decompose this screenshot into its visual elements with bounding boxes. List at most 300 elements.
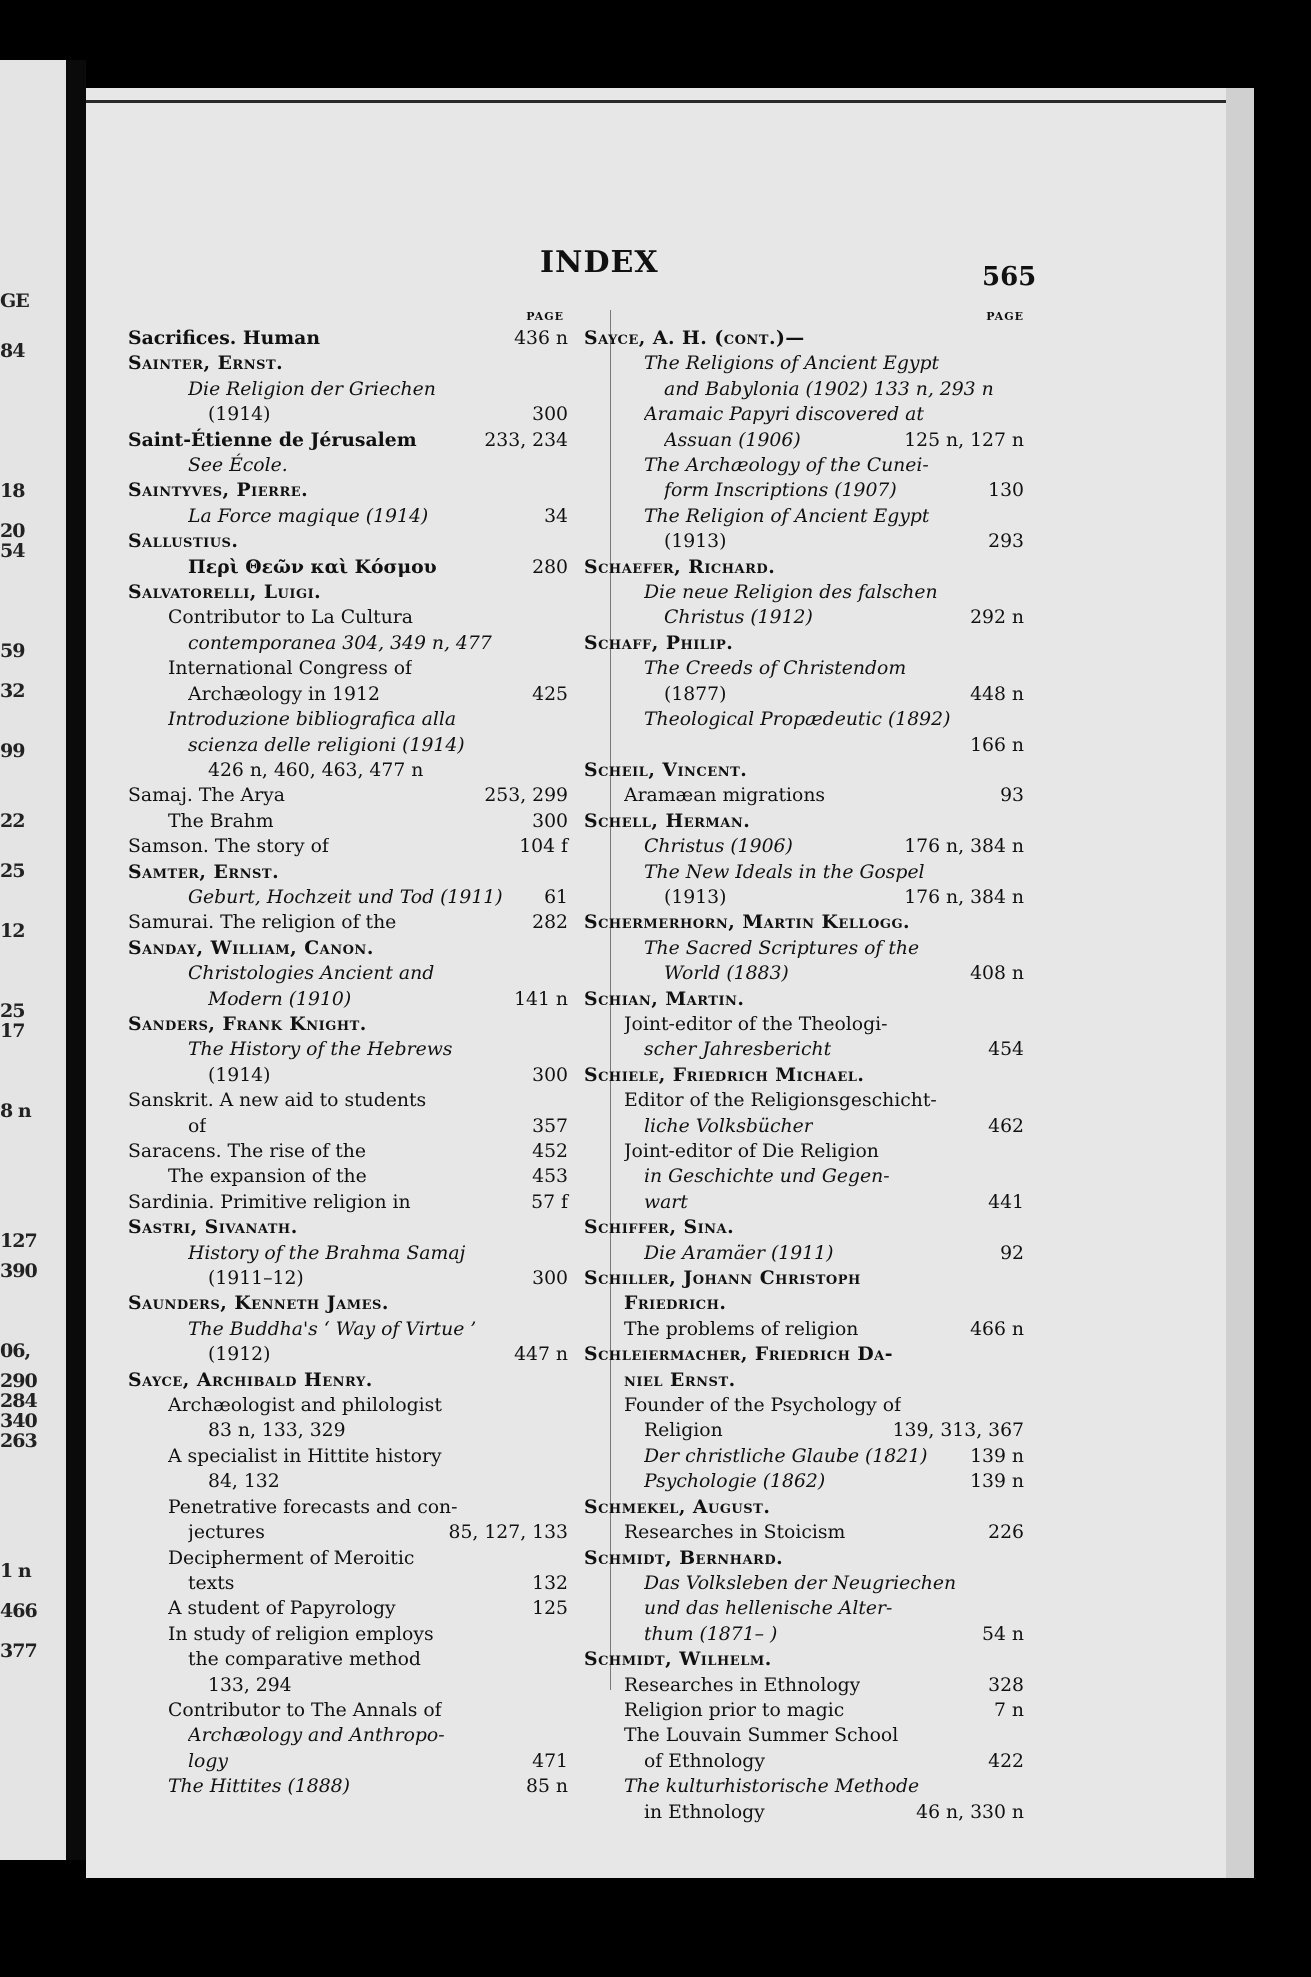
index-entry-page bbox=[1014, 1088, 1024, 1113]
index-entry-page bbox=[1014, 1723, 1024, 1748]
index-entry bbox=[128, 1444, 568, 1469]
index-entry-text: Archæology in 1912 bbox=[188, 683, 380, 705]
index-entry-page: 93 bbox=[1000, 785, 1024, 807]
index-entry-page: 34 bbox=[544, 505, 568, 527]
index-entry-text: Die Religion der Griechen bbox=[188, 378, 436, 400]
page-fragment-number: 18 bbox=[0, 480, 25, 502]
index-entry bbox=[128, 1241, 568, 1266]
index-entry-text: Saracens. The rise of the bbox=[128, 1141, 366, 1162]
index-entry-text: logy bbox=[188, 1750, 228, 1772]
index-entry bbox=[584, 656, 1024, 681]
index-entry bbox=[584, 1800, 1024, 1825]
index-entry-page: 54 n bbox=[982, 1623, 1024, 1645]
index-entry bbox=[128, 1723, 568, 1748]
page-fragment-number: 8 n bbox=[0, 1100, 31, 1122]
index-entry bbox=[584, 1418, 1024, 1443]
index-entry bbox=[128, 834, 568, 859]
index-entry-page: 292 n bbox=[970, 607, 1024, 629]
index-entry-page bbox=[558, 1088, 568, 1113]
index-entry-page bbox=[1014, 1342, 1024, 1367]
index-entry-text: 426 n, 460, 463, 477 n bbox=[208, 759, 424, 781]
index-entry bbox=[584, 1190, 1024, 1215]
index-entry-text: Sanskrit. A new aid to students bbox=[128, 1090, 427, 1112]
index-entry bbox=[584, 580, 1024, 605]
index-entry-text: in Ethnology bbox=[644, 1801, 765, 1823]
index-entry-text: Sastri, Sivanath. bbox=[128, 1216, 298, 1239]
index-entry bbox=[584, 1698, 1024, 1723]
index-entry bbox=[584, 1342, 1024, 1367]
index-entry-text: Researches in Ethnology bbox=[624, 1674, 861, 1696]
index-entry bbox=[584, 1164, 1024, 1189]
index-entry-page: 425 bbox=[532, 683, 568, 705]
index-entry-text: scher Jahresbericht bbox=[644, 1039, 832, 1061]
index-entry-text: Schmidt, Bernhard. bbox=[584, 1546, 784, 1569]
index-entry-page bbox=[1014, 1291, 1024, 1316]
index-entry bbox=[584, 377, 1024, 402]
index-entry bbox=[584, 1291, 1024, 1316]
index-title: INDEX bbox=[540, 245, 659, 280]
index-entry bbox=[584, 1571, 1024, 1596]
index-entry bbox=[128, 1673, 568, 1698]
index-entry bbox=[128, 758, 568, 783]
index-entry bbox=[128, 885, 568, 910]
index-entry-text: Decipherment of Meroitic bbox=[168, 1547, 415, 1569]
index-entry-page bbox=[1014, 809, 1024, 834]
index-entry-text: The History of the Hebrews bbox=[188, 1039, 453, 1061]
index-entry bbox=[128, 809, 568, 834]
index-entry-page: 300 bbox=[532, 1268, 568, 1290]
index-entry-text: Salvatorelli, Luigi. bbox=[128, 581, 322, 604]
index-entry-text: Sainter, Ernst. bbox=[128, 352, 284, 375]
index-entry-text: Aramæan migrations bbox=[624, 785, 826, 807]
index-entry bbox=[128, 1342, 568, 1367]
index-entry-text: wart bbox=[644, 1191, 688, 1213]
index-entry-text: Schell, Herman. bbox=[584, 809, 751, 832]
index-entry bbox=[584, 1088, 1024, 1113]
index-entry-text: History of the Brahma Samaj bbox=[188, 1242, 466, 1264]
index-entry bbox=[128, 631, 568, 656]
index-entry bbox=[128, 478, 568, 503]
index-entry bbox=[584, 707, 1024, 732]
index-entry bbox=[128, 1749, 568, 1774]
index-entry-text: und das hellenische Alter- bbox=[644, 1598, 893, 1620]
index-entry-page bbox=[558, 580, 568, 605]
index-entry bbox=[584, 1520, 1024, 1545]
index-entry bbox=[128, 428, 568, 453]
index-entry bbox=[584, 910, 1024, 935]
index-entry-text: Aramaic Papyri discovered at bbox=[644, 404, 924, 426]
index-entry bbox=[128, 860, 568, 885]
index-entry-text: Das Volksleben der Neugriechen bbox=[644, 1572, 957, 1594]
index-entry-text: Schaff, Philip. bbox=[584, 631, 734, 654]
page-fragment-number: 22 bbox=[0, 810, 25, 832]
index-entry-page: 280 bbox=[532, 556, 568, 578]
index-entry-page: 61 bbox=[544, 886, 568, 908]
index-entry-page: 166 n bbox=[970, 734, 1024, 756]
index-entry-text: Contributor to The Annals of bbox=[168, 1699, 442, 1721]
index-entry-text: (1914) bbox=[208, 1064, 271, 1086]
index-entry-page bbox=[1014, 326, 1024, 351]
index-entry-text: World (1883) bbox=[664, 963, 789, 985]
index-entry bbox=[128, 1469, 568, 1494]
index-entry bbox=[584, 504, 1024, 529]
page-fragment-number: 466 bbox=[0, 1600, 37, 1622]
index-entry-page bbox=[558, 1698, 568, 1723]
index-entry-page bbox=[1014, 1571, 1024, 1596]
index-entry-text: Christologies Ancient and bbox=[188, 963, 435, 985]
index-entry-page: 462 bbox=[988, 1115, 1024, 1137]
index-entry bbox=[128, 555, 568, 580]
index-entry-text: The Archæology of the Cunei- bbox=[644, 455, 929, 477]
index-entry bbox=[584, 1393, 1024, 1418]
page-fragment-number: 290 bbox=[0, 1370, 37, 1392]
index-entry-text: Sanders, Frank Knight. bbox=[128, 1012, 367, 1035]
index-entry-page bbox=[558, 1317, 568, 1342]
index-entry-page bbox=[1014, 707, 1024, 732]
index-entry-text: The New Ideals in the Gospel bbox=[644, 861, 925, 883]
index-entry-page bbox=[1014, 1393, 1024, 1418]
index-entry-text: International Congress of bbox=[168, 658, 412, 680]
index-entry-text: Penetrative forecasts and con- bbox=[168, 1496, 458, 1518]
index-entry bbox=[584, 1114, 1024, 1139]
book-spine bbox=[66, 60, 86, 1860]
page-fragment-number: 127 bbox=[0, 1230, 37, 1252]
index-entry-page bbox=[558, 961, 568, 986]
index-entry-text: of Ethnology bbox=[644, 1750, 765, 1772]
index-entry-page bbox=[558, 1495, 568, 1520]
index-entry-page: 85, 127, 133 bbox=[448, 1522, 568, 1544]
index-entry bbox=[128, 1520, 568, 1545]
index-entry-text: (1877) bbox=[664, 683, 727, 705]
index-entry bbox=[128, 1088, 568, 1113]
index-entry bbox=[128, 1418, 568, 1443]
index-entry bbox=[128, 961, 568, 986]
index-entry-text: Saintyves, Pierre. bbox=[128, 479, 309, 502]
index-entry-page bbox=[558, 656, 568, 681]
page-fragment-number: 06, bbox=[0, 1340, 31, 1362]
index-entry-page bbox=[1014, 1546, 1024, 1571]
index-entry-page: 466 n bbox=[970, 1318, 1024, 1340]
index-entry-text: The expansion of the bbox=[168, 1166, 367, 1188]
index-entry-text: (1911–12) bbox=[208, 1268, 304, 1290]
index-entry bbox=[584, 733, 1024, 758]
index-entry-text: Περὶ Θεῶν καὶ Κόσμου bbox=[188, 555, 437, 578]
index-entry-text: The Hittites (1888) bbox=[168, 1776, 350, 1798]
index-entry-page bbox=[1014, 1215, 1024, 1240]
index-entry-page: 125 bbox=[532, 1598, 568, 1620]
index-entry-text: Introduzione bibliografica alla bbox=[168, 709, 457, 731]
index-entry bbox=[584, 1723, 1024, 1748]
index-entry bbox=[128, 987, 568, 1012]
index-entry-text: contemporanea 304, 349 n, 477 bbox=[188, 632, 492, 654]
page-fragment-number: 390 bbox=[0, 1260, 37, 1282]
index-entry bbox=[584, 1546, 1024, 1571]
index-entry bbox=[584, 885, 1024, 910]
index-entry-text: Die Aramäer (1911) bbox=[644, 1242, 834, 1264]
page-number: 565 bbox=[982, 262, 1037, 292]
index-entry-page: 300 bbox=[532, 810, 568, 832]
index-entry-text: the comparative method bbox=[188, 1649, 421, 1671]
index-entry-text: Assuan (1906) bbox=[664, 429, 801, 451]
index-entry-text: Friedrich. bbox=[624, 1292, 727, 1315]
index-entry-page bbox=[1014, 1495, 1024, 1520]
index-entry bbox=[128, 326, 568, 351]
index-entry-page bbox=[1014, 936, 1024, 961]
index-entry-page bbox=[558, 1673, 568, 1698]
index-entry-page: 452 bbox=[532, 1141, 568, 1162]
index-entry-page bbox=[1014, 1596, 1024, 1621]
page-fragment-number: 17 bbox=[0, 1020, 25, 1042]
index-entry-page bbox=[558, 1444, 568, 1469]
index-entry-text: Saunders, Kenneth James. bbox=[128, 1292, 389, 1315]
index-entry-page: 408 n bbox=[970, 963, 1024, 985]
index-entry bbox=[584, 1317, 1024, 1342]
index-entry-text: The Religions of Ancient Egypt bbox=[644, 353, 940, 375]
index-entry bbox=[584, 1774, 1024, 1799]
index-entry bbox=[584, 1241, 1024, 1266]
index-entry-page bbox=[558, 758, 568, 783]
index-entry-page bbox=[558, 1291, 568, 1316]
page-fragment-number: 377 bbox=[0, 1640, 37, 1662]
index-entry-text: jectures bbox=[188, 1522, 265, 1544]
index-entry-text: Founder of the Psychology of bbox=[624, 1395, 902, 1417]
index-entry bbox=[584, 631, 1024, 656]
index-entry-page: 104 f bbox=[519, 836, 568, 858]
index-entry-text: of bbox=[188, 1115, 207, 1137]
index-entry-text: A student of Papyrology bbox=[168, 1598, 396, 1620]
index-entry-page bbox=[1014, 402, 1024, 427]
index-entry-page: 139, 313, 367 bbox=[892, 1420, 1024, 1442]
index-entry-page bbox=[1014, 453, 1024, 478]
index-entry bbox=[584, 758, 1024, 783]
index-entry-page bbox=[558, 605, 568, 630]
index-entry-text: Researches in Stoicism bbox=[624, 1522, 846, 1544]
index-entry-text: Schmidt, Wilhelm. bbox=[584, 1648, 772, 1671]
index-entry-text: niel Ernst. bbox=[624, 1368, 736, 1391]
index-entry bbox=[128, 733, 568, 758]
page-fragment-number: 340 bbox=[0, 1410, 37, 1432]
index-entry bbox=[584, 1368, 1024, 1393]
page-fragment-number: 263 bbox=[0, 1430, 37, 1452]
index-entry-page: 139 n bbox=[970, 1471, 1024, 1493]
index-entry-page bbox=[558, 1546, 568, 1571]
index-entry-page: 293 bbox=[988, 531, 1024, 553]
index-entry-page bbox=[558, 631, 568, 656]
index-entry-page bbox=[1014, 656, 1024, 681]
index-entry-page: 125 n, 127 n bbox=[904, 429, 1024, 451]
index-entry-page bbox=[1014, 758, 1024, 783]
index-entry-text: Sardinia. Primitive religion in bbox=[128, 1191, 411, 1213]
index-entry-page bbox=[1014, 987, 1024, 1012]
index-entry bbox=[128, 1037, 568, 1062]
index-entry-text: texts bbox=[188, 1572, 235, 1594]
index-entry-page: 357 bbox=[532, 1115, 568, 1137]
index-entry-page bbox=[558, 1012, 568, 1037]
index-entry bbox=[128, 1647, 568, 1672]
index-entry bbox=[584, 1139, 1024, 1164]
index-entry bbox=[584, 1215, 1024, 1240]
index-entry bbox=[584, 834, 1024, 859]
index-entry bbox=[584, 1596, 1024, 1621]
index-entry bbox=[128, 1622, 568, 1647]
index-entry bbox=[584, 428, 1024, 453]
index-entry bbox=[584, 1495, 1024, 1520]
index-entry-page: 448 n bbox=[970, 683, 1024, 705]
index-entry bbox=[128, 453, 568, 478]
index-entry bbox=[128, 377, 568, 402]
index-entry bbox=[584, 351, 1024, 376]
index-entry-text: Scheil, Vincent. bbox=[584, 758, 748, 781]
index-entry bbox=[128, 1063, 568, 1088]
page-column-label: PAGE bbox=[526, 310, 564, 323]
index-entry-text: The Louvain Summer School bbox=[624, 1725, 899, 1747]
index-entry bbox=[128, 783, 568, 808]
index-entry bbox=[128, 936, 568, 961]
index-entry-page bbox=[1014, 1139, 1024, 1164]
index-entry bbox=[128, 1164, 568, 1189]
index-entry-text: thum (1871– ) bbox=[644, 1623, 778, 1645]
index-entry-text: Schleiermacher, Friedrich Da- bbox=[584, 1343, 894, 1366]
index-entry-text: Psychologie (1862) bbox=[644, 1471, 826, 1493]
index-entry-text: Schermerhorn, Martin Kellogg. bbox=[584, 911, 911, 934]
index-entry bbox=[128, 1139, 568, 1164]
index-entry bbox=[128, 605, 568, 630]
index-column-right bbox=[584, 310, 1024, 1825]
page-fragment-number: 99 bbox=[0, 740, 25, 762]
adjacent-page-fragment bbox=[0, 60, 66, 1860]
index-entry-text: Modern (1910) bbox=[208, 988, 352, 1010]
index-entry-page: 253, 299 bbox=[484, 785, 568, 807]
index-entry-page bbox=[558, 1368, 568, 1393]
index-entry-text: Geburt, Hochzeit und Tod (1911) bbox=[188, 886, 503, 908]
index-entry bbox=[584, 936, 1024, 961]
index-entry-text: form Inscriptions (1907) bbox=[664, 480, 897, 502]
index-entry-text: Sanday, William, Canon. bbox=[128, 936, 374, 959]
page-fragment-number: 25 bbox=[0, 1000, 25, 1022]
index-entry-text: Schaefer, Richard. bbox=[584, 555, 776, 578]
index-entry bbox=[128, 402, 568, 427]
index-entry bbox=[128, 656, 568, 681]
index-entry-page bbox=[558, 377, 568, 402]
index-entry-page: 453 bbox=[532, 1166, 568, 1188]
index-entry-text: Sallustius. bbox=[128, 530, 239, 553]
index-entry-page bbox=[558, 1241, 568, 1266]
index-entry bbox=[584, 961, 1024, 986]
index-entry bbox=[128, 580, 568, 605]
index-entry bbox=[128, 1114, 568, 1139]
index-entry bbox=[128, 1012, 568, 1037]
page-right-edge bbox=[1226, 88, 1254, 1878]
index-entry-page: 422 bbox=[988, 1750, 1024, 1772]
index-entry-page bbox=[558, 1393, 568, 1418]
index-entry-page: 300 bbox=[532, 1064, 568, 1086]
page-top-edge bbox=[86, 100, 1226, 103]
page-fragment-number: GE bbox=[0, 290, 29, 312]
index-entry bbox=[128, 1546, 568, 1571]
index-entry bbox=[584, 1037, 1024, 1062]
index-entry-text: liche Volksbücher bbox=[644, 1115, 813, 1137]
index-entry bbox=[584, 682, 1024, 707]
index-entry-text: Schmekel, August. bbox=[584, 1495, 771, 1518]
index-entry-text: Sayce, Archibald Henry. bbox=[128, 1368, 373, 1391]
index-entry bbox=[584, 529, 1024, 554]
index-entry bbox=[128, 351, 568, 376]
index-entry bbox=[584, 809, 1024, 834]
page-fragment-number: 25 bbox=[0, 860, 25, 882]
index-entry bbox=[128, 529, 568, 554]
index-entry bbox=[128, 1190, 568, 1215]
index-entry-text: (1912) bbox=[208, 1344, 271, 1366]
index-entry bbox=[584, 478, 1024, 503]
index-entry-page: 176 n, 384 n bbox=[904, 836, 1024, 858]
index-entry-page: 141 n bbox=[514, 988, 568, 1010]
index-entry-text: 83 n, 133, 329 bbox=[208, 1420, 346, 1442]
index-entry bbox=[128, 1215, 568, 1240]
index-entry-page: 176 n, 384 n bbox=[904, 886, 1024, 908]
index-entry-text: The Sacred Scriptures of the bbox=[644, 937, 920, 959]
index-entry-page bbox=[558, 478, 568, 503]
index-entry-page bbox=[558, 733, 568, 758]
index-entry-text: 133, 294 bbox=[208, 1674, 292, 1696]
page-fragment-number: 59 bbox=[0, 640, 25, 662]
index-entry bbox=[584, 1673, 1024, 1698]
index-entry-page bbox=[558, 707, 568, 732]
index-entry-page: 46 n, 330 n bbox=[916, 1801, 1024, 1823]
index-entry-page: 436 n bbox=[514, 328, 568, 349]
index-entry-text: The Creeds of Christendom bbox=[644, 658, 907, 680]
index-entry bbox=[128, 1774, 568, 1799]
index-entry-page bbox=[1014, 504, 1024, 529]
index-column-left bbox=[128, 310, 568, 1800]
index-entry bbox=[584, 326, 1024, 351]
page-fragment-number: 1 n bbox=[0, 1560, 31, 1582]
index-entry-text: Archæologist and philologist bbox=[168, 1395, 442, 1417]
index-entry-page bbox=[1014, 860, 1024, 885]
index-entry bbox=[584, 1749, 1024, 1774]
index-entry-text: Samurai. The religion of the bbox=[128, 912, 397, 934]
index-entry bbox=[584, 1266, 1024, 1291]
index-entry-text: Sayce, A. H. (cont.)— bbox=[584, 327, 805, 349]
index-entry-page bbox=[1014, 910, 1024, 935]
index-entry-page: 7 n bbox=[993, 1699, 1024, 1721]
index-entry bbox=[584, 860, 1024, 885]
index-entry-page bbox=[1014, 1164, 1024, 1189]
index-entry bbox=[584, 1063, 1024, 1088]
index-entry bbox=[584, 453, 1024, 478]
index-entry-page bbox=[1014, 580, 1024, 605]
index-entry-text: Samter, Ernst. bbox=[128, 860, 280, 883]
index-entry-text: In study of religion employs bbox=[168, 1623, 434, 1645]
index-entry-page bbox=[558, 860, 568, 885]
index-entry-text: Theological Propædeutic (1892) bbox=[644, 709, 951, 731]
index-entry-page bbox=[558, 1723, 568, 1748]
index-entry-page: 85 n bbox=[526, 1776, 568, 1798]
page-column-label: PAGE bbox=[986, 310, 1024, 323]
page-fragment-number: 54 bbox=[0, 540, 25, 562]
index-entry bbox=[128, 1596, 568, 1621]
index-entry-page: 92 bbox=[1000, 1242, 1024, 1264]
index-entry-text: (1913) bbox=[664, 886, 727, 908]
index-entry-page bbox=[558, 1469, 568, 1494]
index-entry-page: 282 bbox=[532, 912, 568, 934]
index-entry bbox=[128, 910, 568, 935]
page-fragment-number: 84 bbox=[0, 340, 25, 362]
index-entry-text: scienza delle religioni (1914) bbox=[188, 734, 465, 756]
index-entry-page bbox=[558, 1418, 568, 1443]
index-entry-text: The Religion of Ancient Egypt bbox=[644, 505, 930, 527]
index-entry-page: 57 f bbox=[531, 1191, 568, 1213]
index-entry-page: 441 bbox=[988, 1191, 1024, 1213]
